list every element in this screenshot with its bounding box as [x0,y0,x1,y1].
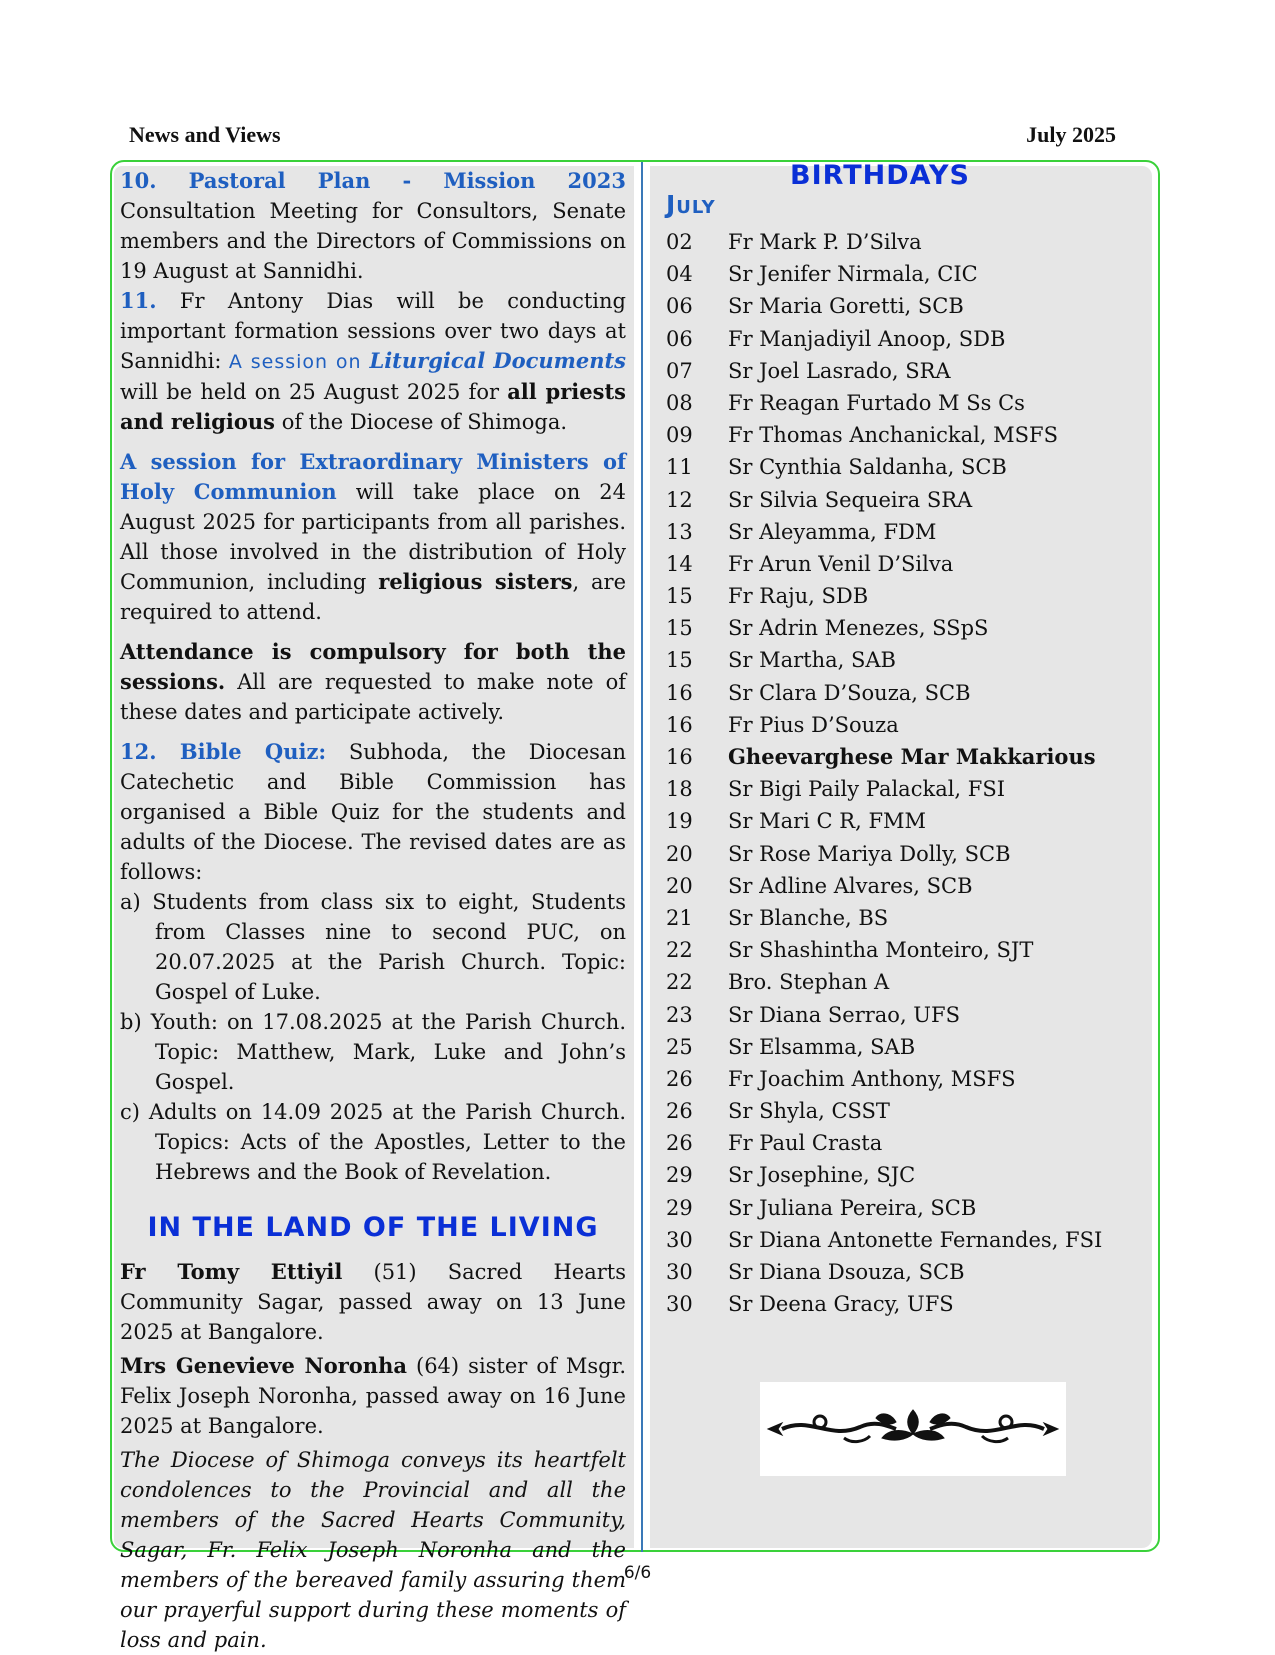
session-link-a: A session on [228,351,370,373]
birthday-day: 29 [666,1195,693,1220]
birthdays-title: BIRTHDAYS [790,160,970,191]
column-divider [641,162,643,1552]
birthday-day: 15 [666,648,693,673]
birthday-row [666,1031,1146,1063]
birthday-row [666,1192,1146,1224]
birthday-row [666,419,1146,451]
birthday-day: 30 [666,1227,693,1252]
newsletter-title: News and Views [129,122,281,147]
left-column-content [120,166,626,1655]
obituary-2-name: Mrs Genevieve Noronha [120,1353,407,1378]
birthday-day: 08 [666,390,693,415]
birthday-row [666,838,1146,870]
item-11-text: Fr Antony Dias will be conducting important formation sessions over two days at Sannidhi: [120,289,626,373]
session-ministers-text: will take place on 24 August 2025 for participants from all parishes. All those involved in the distribution of Holy Communion, including [120,480,626,594]
birthday-name: Sr Juliana Pereira, SCB [728,1195,977,1220]
birthday-row [666,773,1146,805]
birthday-name: Sr Joel Lasrado, SRA [728,358,951,383]
birthday-day: 07 [666,358,693,383]
birthday-name: Sr Shashintha Monteiro, SJT [728,938,1034,963]
birthday-name: Sr Aleyamma, FDM [728,519,937,544]
birthday-day: 09 [666,423,693,448]
obituary-2 [120,1351,626,1441]
birthday-name: Sr Martha, SAB [728,648,896,673]
birthday-day: 04 [666,262,693,287]
birthdays-column [650,160,1152,1548]
obituary-1-text: (51) Sacred Hearts Community Sagar, passed away on 13 June 2025 at Bangalore. [120,1260,626,1344]
birthday-name: Fr Arun Venil D’Silva [728,551,954,576]
birthday-name: Sr Blanche, BS [728,905,889,930]
birthday-day: 20 [666,873,693,898]
birthday-day: 12 [666,487,693,512]
obituary-1-name: Fr Tomy Ettiyil [120,1259,343,1284]
birthday-row [666,580,1146,612]
flourish-icon [760,1382,1066,1476]
birthday-day: 16 [666,680,693,705]
item-11-text-2: will be held on 25 August 2025 for [120,380,508,404]
birthday-day: 16 [666,745,693,769]
birthday-row [666,226,1146,258]
liturgical-documents-label: Liturgical Documents [369,348,627,373]
birthday-day: 11 [666,455,693,480]
list-item: a) Students from class six to eight, Students from Classes nine to second PUC, on 20.07.2025 at the Parish Church. Topic: Gospel of Luke. [120,890,626,1004]
birthday-day: 29 [666,1163,693,1188]
birthday-row [666,1288,1146,1320]
birthday-day: 13 [666,519,693,544]
item-12-label: 12. Bible Quiz: [120,739,327,764]
ornament-divider [760,1382,1066,1476]
birthday-day: 20 [666,841,693,866]
birthday-row [666,1095,1146,1127]
birthday-day: 30 [666,1260,693,1284]
birthday-day: 02 [666,230,693,254]
birthday-name: Fr Thomas Anchanickal, MSFS [728,423,1059,448]
session-ministers-text-2: , are required to attend. [120,570,626,624]
birthday-row [666,355,1146,387]
left-column [114,166,634,1652]
birthday-row [666,387,1146,419]
birthday-row [666,516,1146,548]
birthday-row [666,677,1146,709]
birthday-day: 22 [666,970,693,995]
birthday-name: Sr Diana Serrao, UFS [728,1002,960,1027]
birthday-row [666,805,1146,837]
session-ministers-bold: religious sisters [378,569,573,594]
attendance-bold: Attendance is compulsory for both the sessions. [120,639,626,694]
bible-quiz-list [120,887,626,1187]
birthday-day: 30 [666,1292,693,1317]
birthday-day: 22 [666,938,693,963]
birthday-row [666,966,1146,998]
birthday-name: Fr Paul Crasta [728,1131,883,1156]
birthday-name: Sr Josephine, SJC [728,1163,916,1188]
birthday-name: Sr Silvia Sequeira SRA [728,487,973,512]
session-ministers [120,447,626,627]
birthday-day: 18 [666,777,693,802]
attendance-text: All are requested to make note of these dates and participate actively. [120,670,626,724]
birthday-row [666,1127,1146,1159]
item-12 [120,737,626,887]
birthday-day: 26 [666,1131,693,1156]
item-10-label: 10. Pastoral Plan - Mission 2023 [120,168,626,193]
birthday-name: Sr Rose Mariya Dolly, SCB [728,841,1011,866]
birthday-name: Sr Cynthia Saldanha, SCB [728,455,1007,480]
birthday-name: Sr Elsamma, SAB [728,1034,916,1059]
birthday-name: Sr Adrin Menezes, SSpS [728,616,989,641]
birthday-row [666,548,1146,580]
birthday-row [666,644,1146,676]
item-12-text: Subhoda, the Diocesan Catechetic and Bible Commission has organised a Bible Quiz for the students and adults of the Diocese. The revised dates are as follows: [120,740,626,884]
item-11-number: 11. [120,288,157,313]
birthday-day: 21 [666,905,693,930]
birthday-row [666,612,1146,644]
birthday-name: Sr Bigi Paily Palackal, FSI [728,777,1006,802]
birthday-row [666,290,1146,322]
item-10-text: Consultation Meeting for Consultors, Senate members and the Directors of Commissions on 19 August at Sannidhi. [120,199,626,283]
birthday-name: Fr Mark P. D’Silva [728,230,922,254]
obituary-2-text: (64) sister of Msgr. Felix Joseph Noronha, passed away on 16 June 2025 at Bangalore. [120,1354,626,1438]
condolence-message: The Diocese of Shimoga conveys its heartfelt condolences to the Provincial and all the members of the Sacred Hearts Community, Sagar, Fr. Felix Joseph Noronha and the members of the bereaved family assuring them our prayerful support during these moments of loss and pain. [120,1448,626,1652]
birthday-day: 26 [666,1099,693,1124]
item-10 [120,166,626,286]
birthday-name: Fr Raju, SDB [728,584,869,609]
birthday-row [666,1159,1146,1191]
birthday-name: Gheevarghese Mar Makkarious [728,744,1096,769]
birthday-name: Sr Maria Goretti, SCB [728,294,964,319]
birthday-row [666,1063,1146,1095]
birthday-day: 15 [666,584,693,609]
issue-date: July 2025 [1026,122,1116,147]
obituary-1 [120,1257,626,1347]
birthdays-month: July [666,190,716,219]
item-11-bold: all priests and religious [120,379,626,434]
birthday-name: Sr Clara D’Souza, SCB [728,680,971,705]
birthday-day: 14 [666,551,693,576]
list-item: c) Adults on 14.09 2025 at the Parish Church. Topics: Acts of the Apostles, Letter to the Hebrews and the Book of Revelation. [120,1100,626,1184]
birthday-day: 06 [666,294,693,319]
birthday-row [666,1224,1146,1256]
birthday-name: Sr Adline Alvares, SCB [728,873,973,898]
attendance-note [120,637,626,727]
birthday-day: 23 [666,1002,693,1027]
birthday-name: Sr Mari C R, FMM [728,809,927,834]
session-ministers-label: A session for Extraordinary Ministers of Holy Communion [120,449,626,504]
birthday-day: 26 [666,1066,693,1091]
birthday-name: Sr Diana Antonette Fernandes, FSI [728,1227,1103,1252]
birthday-row [666,451,1146,483]
birthday-name: Fr Joachim Anthony, MSFS [728,1066,1016,1091]
birthday-name: Fr Pius D’Souza [728,712,899,737]
birthday-name: Sr Deena Gracy, UFS [728,1292,954,1317]
birthday-row [666,934,1146,966]
section-title-land-of-living: IN THE LAND OF THE LIVING [147,1212,599,1243]
birthday-day: 19 [666,809,693,834]
birthday-row [666,999,1146,1031]
birthday-row [666,1256,1146,1288]
birthday-row [666,870,1146,902]
birthday-day: 25 [666,1034,693,1059]
birthday-name: Bro. Stephan A [728,970,890,995]
birthday-day: 16 [666,712,693,737]
birthday-name: Sr Jenifer Nirmala, CIC [728,262,978,287]
birthday-name: Sr Shyla, CSST [728,1099,890,1124]
page-number: 6/6 [623,1563,652,1583]
birthday-day: 15 [666,616,693,641]
birthday-row [666,709,1146,741]
item-11 [120,286,626,437]
birthday-row [666,484,1146,516]
birthday-list [666,226,1146,1320]
birthday-name: Fr Manjadiyil Anoop, SDB [728,326,1006,351]
birthday-name: Fr Reagan Furtado M Ss Cs [728,390,1025,415]
birthday-day: 06 [666,326,693,351]
birthday-row [666,323,1146,355]
birthday-row [666,258,1146,290]
birthday-row [666,741,1146,773]
birthday-name: Sr Diana Dsouza, SCB [728,1260,965,1284]
birthday-row [666,902,1146,934]
item-11-text-3: of the Diocese of Shimoga. [275,410,568,434]
list-item: b) Youth: on 17.08.2025 at the Parish Church. Topic: Matthew, Mark, Luke and John’s Gospel. [120,1010,626,1094]
